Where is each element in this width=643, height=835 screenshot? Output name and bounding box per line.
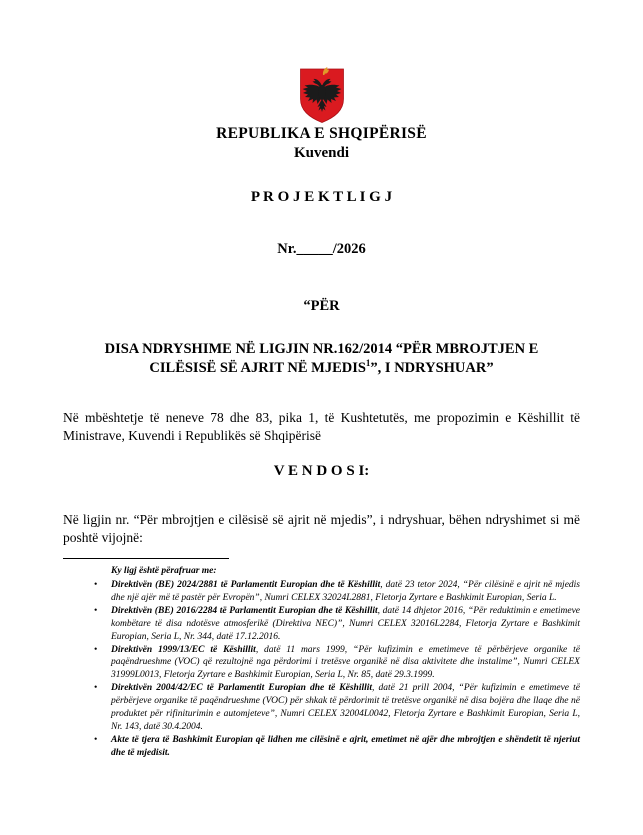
footnote-item-lead: Direktivën 1999/13/EC të Këshillit [111, 644, 256, 655]
footnote-item [94, 579, 580, 605]
law-title-opening: “PËR [303, 298, 340, 314]
bullet-marker: • [94, 605, 98, 616]
preamble-paragraph: Në mbështetje të neneve 78 dhe 83, pika 1, të Kushtetutës, me propozimin e Këshillit të Ministrave, Kuvendi i Republikës së Shqipërisë [63, 410, 580, 444]
footnote-item [94, 734, 580, 760]
footnote-block [63, 565, 580, 760]
law-title-text: DISA NDRYSHIME NË LIGJIN NR.162/2014 “PËR MBROJTJEN E CILËSISË SË AJRIT NË MJEDIS [104, 341, 539, 377]
bullet-marker: • [94, 644, 98, 655]
footnote-item [94, 605, 580, 644]
footnote-item-rest: , datë 14 dhjetor 2016, “Për reduktimin e emetimeve kombëtare të disa ndotësve atmosferikë (Direktiva NEC)”, Numri CELEX 32016L2284, Fletorja Zyrtare e Bashkimit Europian, Seria L, Nr. 344, datë 17.12.2016. [111, 605, 580, 642]
albania-coat-of-arms [0, 0, 643, 124]
footnote-intro: Ky ligj është përafruar me: [111, 566, 217, 577]
bullet-marker: • [94, 734, 98, 745]
law-title-suffix: ”, I NDRYSHUAR” [370, 360, 494, 377]
document-type-heading: P R O J E K T L I G J [250, 189, 393, 205]
document-number: Nr._____/2026 [277, 241, 366, 257]
bullet-marker: • [94, 683, 98, 694]
institution-name: Kuvendi [293, 145, 350, 161]
footnote-item-lead: Akte të tjera të Bashkimit Europian që lidhen me cilësinë e ajrit, emetimet në ajër dhe mbrojtjen e shëndetit të njeriut dhe të mjedisit. [111, 734, 580, 758]
footnote-item-rest: , datë 21 prill 2004, “Për kufizimin e emetimeve të përbërjeve organike të paqëndrueshme (VOC) për shkak të përdorimit të tretësve organikë në disa bojëra dhe llaqe dhe në produktet për rifiniturimin e automjeteve”, Numri CELEX 32004L0042, Fletorja Zyrtare e Bashkimit Europian, Seria L, Nr. 143, datë 30.4.2004. [111, 683, 580, 732]
footnote-item-rest: , datë 23 tetor 2024, “Për cilësinë e ajrit në mjedis dhe një ajër më të pastër për Evropën”, Numri CELEX 32024L2881, Fletorja Zyrtare e Bashkimit Europian, Seria L. [111, 580, 580, 603]
law-title [83, 340, 561, 378]
footnote-item-lead: Direktivën (BE) 2016/2284 të Parlamentit Europian dhe të Këshillit [111, 605, 378, 616]
footnote-item [94, 682, 580, 734]
bullet-marker: • [94, 580, 98, 591]
footnote-reference-mark: 1 [365, 358, 371, 369]
body-paragraph: Në ligjin nr. “Për mbrojtjen e cilësisë së ajrit në mjedis”, i ndryshuar, bëhen ndryshimet si më poshtë vijojnë: [63, 511, 580, 545]
footnote-item-lead: Direktivën 2004/42/EC të Parlamentit Europian dhe të Këshillit [111, 683, 373, 694]
footnote-list [94, 579, 580, 760]
coat-of-arms-graphic [297, 64, 347, 124]
footnote-separator [63, 558, 229, 559]
footnote-item-rest: , datë 11 mars 1999, “Për kufizimin e emetimeve të përbërjeve organike të paqëndrueshme (VOC) që rezultojnë nga përdorimi i tretësve organikë në disa aktivitete dhe instalime”, Numri CELEX 31999L0013, Fletorja Zyrtare e Bashkimit Europian, Seria L, Nr. 85, datë 29.3.1999. [111, 644, 580, 681]
decision-word: V E N D O S I: [273, 462, 370, 479]
republic-title: REPUBLIKA E SHQIPËRISË [216, 125, 427, 142]
footnote-item [94, 644, 580, 683]
footnote-item-lead: Direktivën (BE) 2024/2881 të Parlamentit Europian dhe të Këshillit [111, 580, 381, 591]
